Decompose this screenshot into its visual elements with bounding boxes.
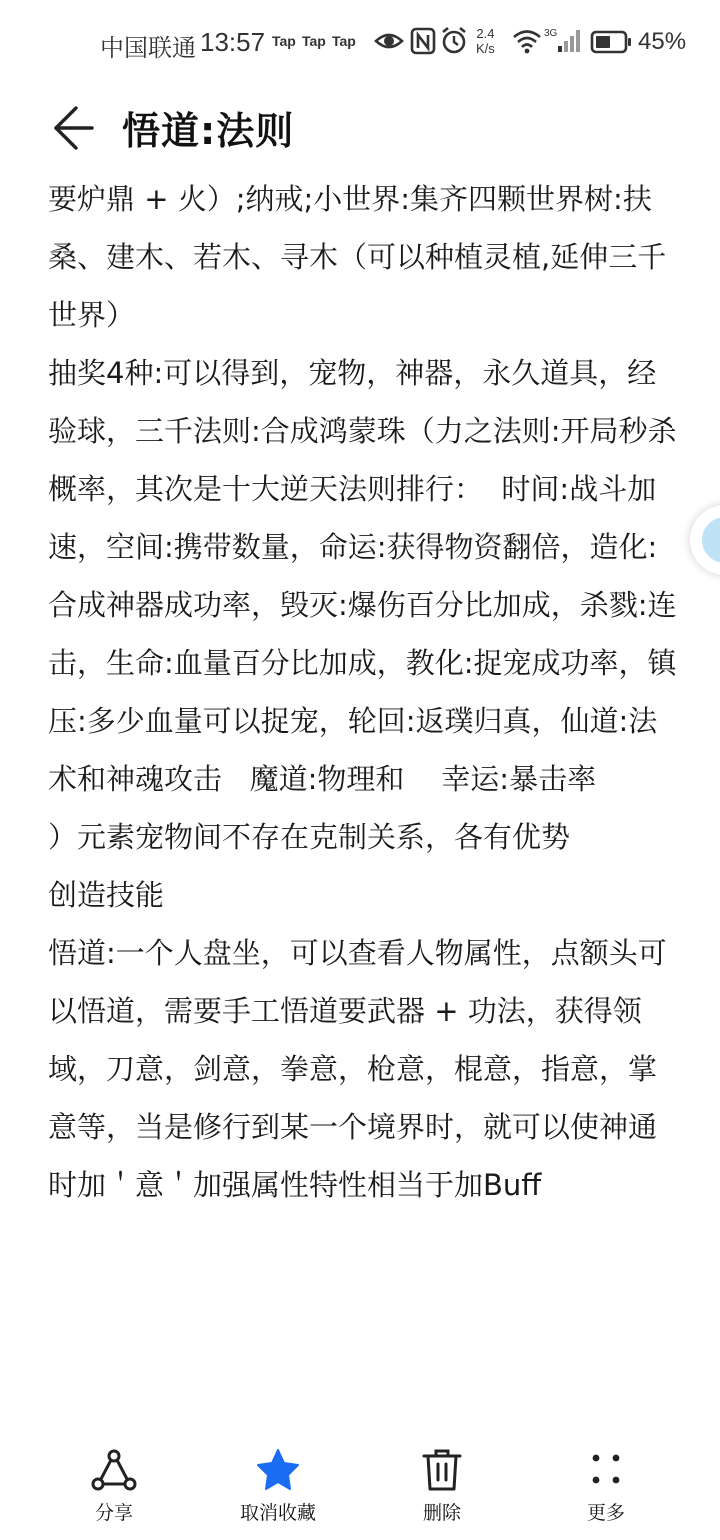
battery-icon — [590, 30, 632, 59]
status-bar — [0, 0, 720, 84]
eye-icon — [374, 26, 404, 61]
more-button[interactable] — [536, 1440, 676, 1530]
alarm-clock-icon — [440, 26, 468, 61]
share-button[interactable] — [44, 1440, 184, 1530]
note-paragraph: 要炉鼎 + 火）;纳戒;小世界:集齐四颗世界树:扶桑、建木、若木、寻木（可以种植灵植,延伸三千世界） — [48, 182, 667, 332]
unfavorite-label: 取消收藏 — [239, 1502, 316, 1524]
delete-button[interactable] — [372, 1440, 512, 1530]
unfavorite-button[interactable] — [208, 1440, 348, 1530]
delete-label: 删除 — [422, 1502, 461, 1524]
back-button[interactable] — [42, 98, 102, 158]
bottom-action-bar — [0, 1440, 720, 1540]
taptap-notification-label: Tap — [332, 33, 356, 49]
note-paragraph: ）元素宠物间不存在克制关系，各有优势 — [48, 820, 571, 854]
note-paragraph: 创造技能 — [48, 878, 165, 912]
nfc-icon — [410, 26, 436, 61]
svg-text:3G: 3G — [544, 28, 558, 39]
share-icon — [44, 1448, 184, 1492]
note-content[interactable] — [48, 170, 678, 1405]
more-label: 更多 — [586, 1502, 625, 1524]
note-paragraph: 抽奖4种:可以得到，宠物，神器，永久道具，经验球，三千法则:合成鸿蒙珠（力之法则:开局秒杀概率，其次是十大逆天法则排行： 时间:战斗加速，空间:携带数量，命运:获得物资翻倍，造化:合成神器成功率，毁灭:爆伤百分比加成，杀戮:连击，生命:血量百分比加成，教化:捉宠成功率，镇压:多少血量可以捉宠，轮回:返璞归真，仙道:法术和神魂攻击 魔道:物理和 幸运:暴击率 — [48, 356, 677, 796]
star-filled-icon — [208, 1448, 348, 1492]
arrow-left-icon — [42, 143, 102, 162]
battery-percent: 45% — [638, 28, 687, 55]
wifi-icon — [512, 26, 542, 61]
trash-icon — [372, 1448, 512, 1492]
page-title: 悟道:法则 — [122, 109, 295, 153]
note-paragraph: 悟道:一个人盘坐，可以查看人物属性，点额头可以悟道，需要手工悟道要武器 + 功法，获得领域，刀意，剑意，拳意，枪意，棍意，指意，掌意等，当是修行到某一个境界时，就可以使神通时加＇意＇加强属性特性相当于加Buff — [48, 936, 667, 1202]
taptap-notification-label: Tap — [272, 33, 296, 49]
clock-time: 13:57 — [200, 27, 266, 57]
more-dots-icon — [536, 1448, 676, 1492]
network-speed: 2.4 K/s — [476, 26, 495, 56]
floating-assistant-button[interactable] — [690, 505, 720, 575]
app-header — [0, 90, 720, 170]
floating-ball-icon — [702, 517, 720, 563]
cellular-signal-icon — [544, 24, 584, 61]
share-label: 分享 — [94, 1502, 133, 1524]
carrier-label: 中国联通 — [100, 35, 196, 62]
taptap-notification-label: Tap — [302, 33, 326, 49]
